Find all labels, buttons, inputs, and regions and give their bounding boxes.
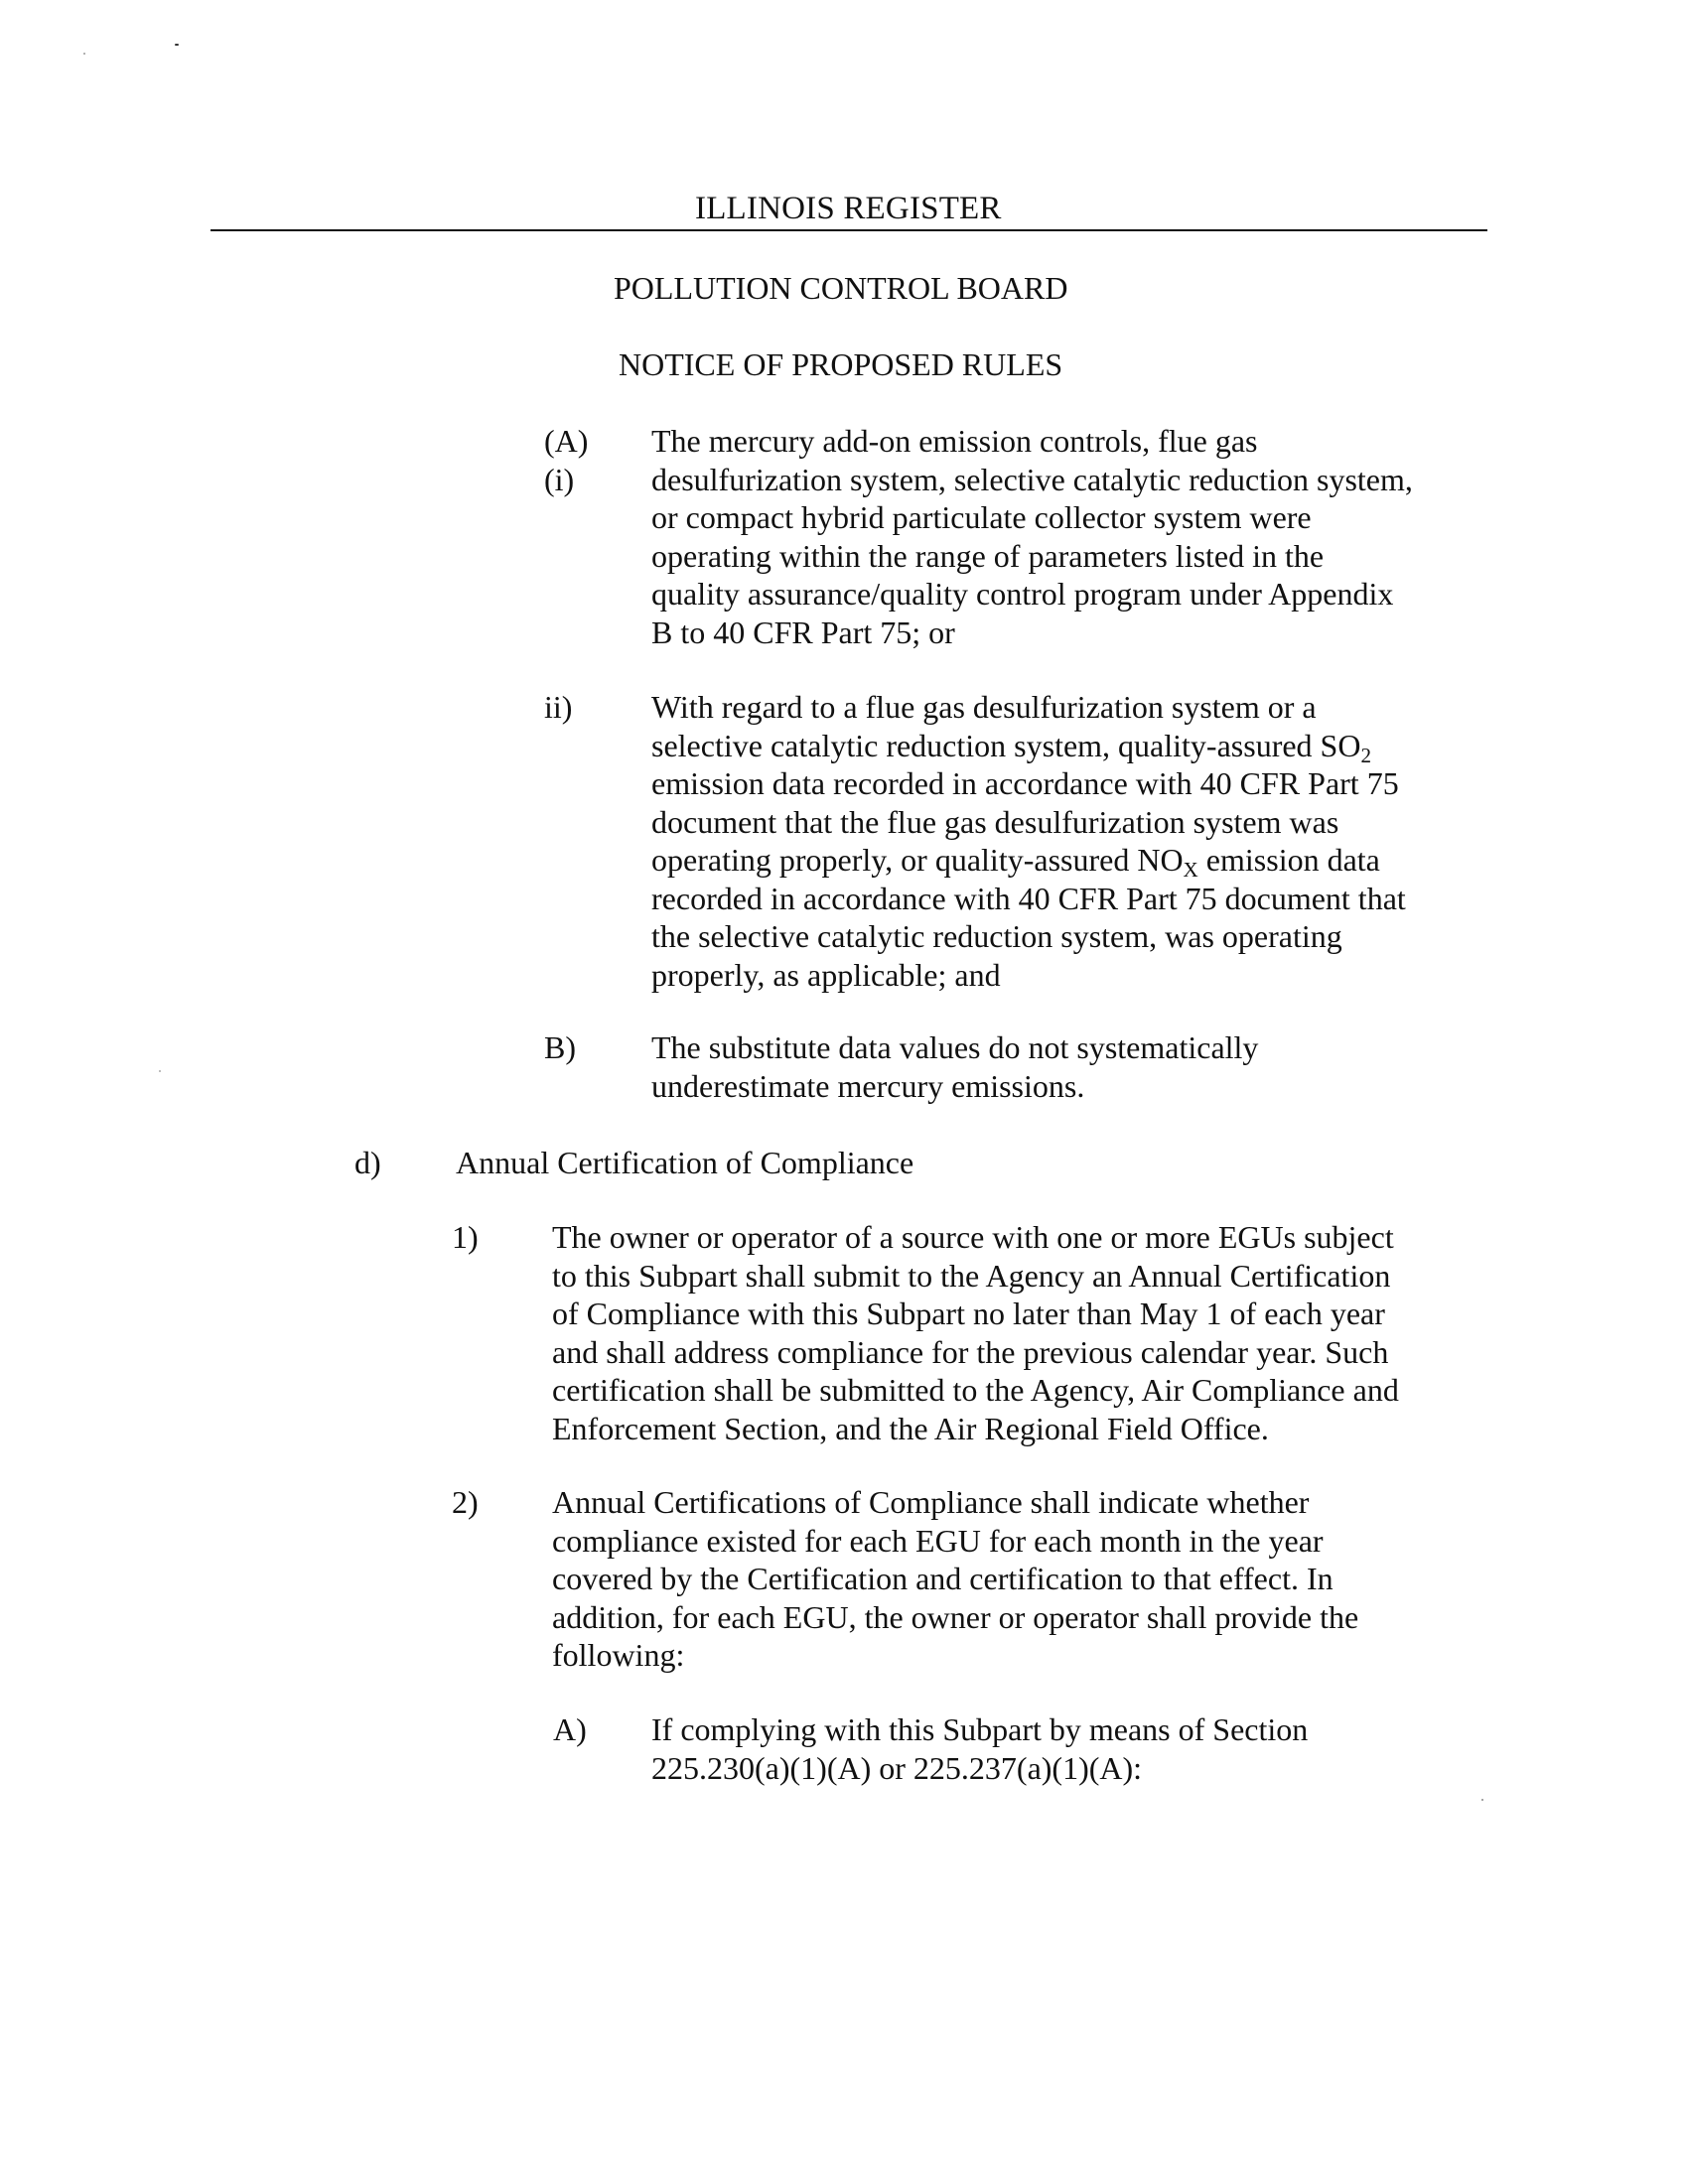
section-title: Annual Certification of Compliance	[456, 1145, 914, 1180]
paragraph-label: A)	[553, 1711, 587, 1747]
text-line: Annual Certifications of Compliance shall indicate whether	[552, 1484, 1310, 1520]
text-line: following:	[552, 1637, 685, 1673]
text-line: The substitute data values do not systematically	[651, 1029, 1259, 1065]
text-line: quality assurance/quality control program under Appendix	[651, 576, 1394, 612]
header-rule	[210, 229, 1487, 231]
scan-speck	[175, 44, 179, 46]
text-line: properly, as applicable; and	[651, 956, 1001, 993]
text-line: emission data recorded in accordance with 40 CFR Part 75	[651, 765, 1399, 801]
paragraph-label: ii)	[544, 689, 573, 725]
notice-heading: NOTICE OF PROPOSED RULES	[619, 346, 1063, 382]
text-line: The owner or operator of a source with one or more EGUs subject	[552, 1219, 1394, 1255]
text-line: If complying with this Subpart by means of Section	[651, 1711, 1309, 1747]
text-line: to this Subpart shall submit to the Agency an Annual Certification	[552, 1257, 1391, 1294]
paragraph-text	[651, 1710, 1308, 1787]
text-line: operating within the range of parameters listed in the	[651, 537, 1325, 574]
scan-speck	[1481, 1799, 1483, 1801]
paragraph-label: B)	[544, 1029, 576, 1065]
scan-speck	[159, 1070, 161, 1072]
text-line: of Compliance with this Subpart no later than May 1 of each year	[552, 1296, 1385, 1331]
text-line: Enforcement Section, and the Air Regional Field Office.	[552, 1410, 1269, 1446]
text-line: certification shall be submitted to the Agency, Air Compliance and	[552, 1372, 1399, 1408]
text-line: addition, for each EGU, the owner or operator shall provide the	[552, 1598, 1359, 1635]
paragraph-text	[651, 688, 1406, 994]
paragraph-text	[651, 1028, 1258, 1105]
text-line: the selective catalytic reduction system, was operating	[651, 918, 1342, 954]
text-line: document that the flue gas desulfurization system was	[651, 803, 1339, 840]
paragraph-label: 2)	[452, 1484, 479, 1520]
text-line: recorded in accordance with 40 CFR Part 75 document that	[651, 880, 1406, 916]
scan-speck	[83, 53, 85, 55]
text-line: underestimate mercury emissions.	[651, 1067, 1085, 1104]
paragraph-label: 1)	[452, 1219, 479, 1255]
text-line: The mercury add-on emission controls, flue gas	[651, 423, 1258, 459]
text-line: covered by the Certification and certification to that effect. In	[552, 1561, 1333, 1596]
subscript: X	[1183, 857, 1198, 882]
section-label: d)	[354, 1145, 381, 1180]
text-line: With regard to a flue gas desulfurization system or a	[651, 689, 1317, 725]
text-line: operating properly, or quality-assured $NO_X$ emission data	[651, 842, 1380, 882]
text-line: desulfurization system, selective catalytic reduction system,	[651, 461, 1413, 497]
text-line: and shall address compliance for the previous calendar year. Such	[552, 1333, 1389, 1370]
text-line: compliance existed for each EGU for each month in the year	[552, 1522, 1324, 1559]
paragraph-text	[552, 1483, 1358, 1675]
paragraph-text	[651, 422, 1413, 651]
register-title: ILLINOIS REGISTER	[695, 191, 1002, 226]
text-line: selective catalytic reduction system, quality-assured $SO_2$	[651, 727, 1372, 767]
text-line: 225.230(a)(1)(A) or 225.237(a)(1)(A):	[651, 1749, 1143, 1786]
paragraph-text	[552, 1218, 1399, 1447]
subscript: 2	[1360, 743, 1372, 767]
text-line: B to 40 CFR Part 75; or	[651, 614, 955, 650]
board-name: POLLUTION CONTROL BOARD	[614, 270, 1068, 306]
text-line: or compact hybrid particulate collector system were	[651, 499, 1312, 535]
paragraph-label: (A)(i)	[544, 423, 589, 497]
